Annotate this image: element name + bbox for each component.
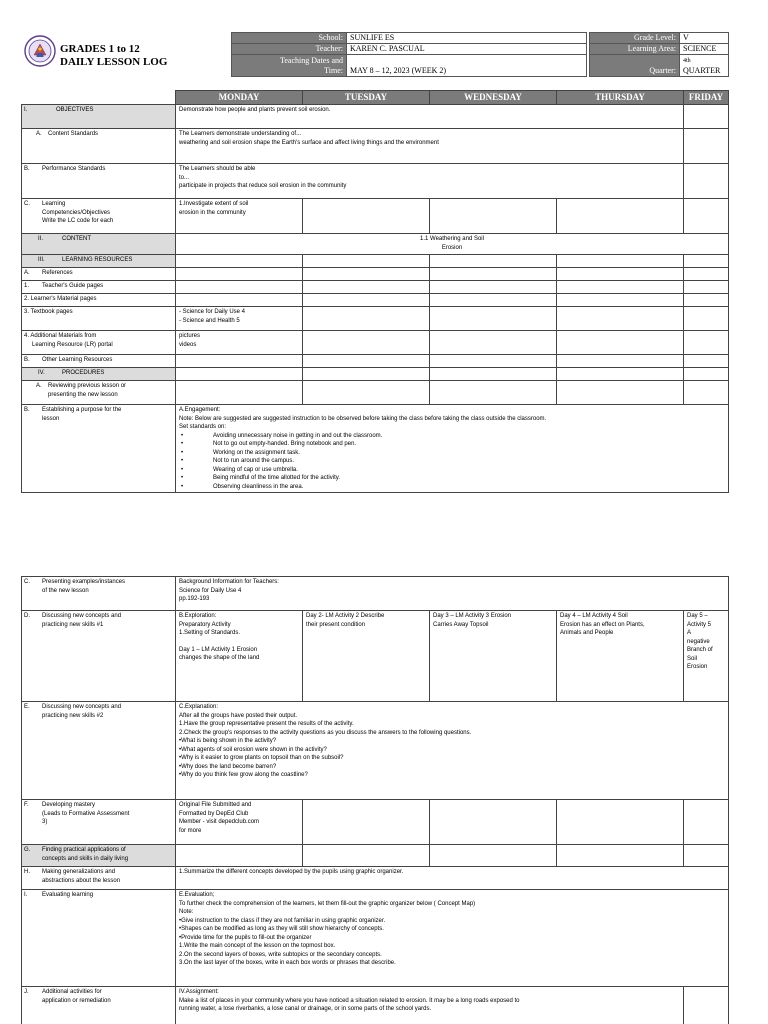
row-label: (Leads to Formative Assessment [42, 810, 130, 817]
text-line: changes the shape of the land [179, 655, 260, 661]
empty-cell [303, 368, 430, 381]
text-line: IV.Assignment: [179, 989, 219, 995]
empty-cell [684, 255, 729, 268]
row-num: I. [24, 107, 28, 113]
empty-cell [557, 845, 684, 867]
bullet-icon: • [181, 449, 184, 456]
row-num: B. [24, 166, 30, 172]
empty-cell [684, 845, 729, 867]
row-label: of the new lesson [42, 587, 89, 594]
empty-cell [430, 294, 557, 307]
row-label: Discussing new concepts and [42, 704, 122, 710]
references-label [22, 268, 176, 281]
text-line: Activity 5 [687, 621, 712, 628]
empty-cell [430, 307, 557, 331]
additional-materials-monday [176, 331, 303, 355]
empty-cell [684, 105, 729, 129]
other-resources-label [22, 355, 176, 368]
empty-cell [684, 368, 729, 381]
row-num: III. [38, 257, 45, 263]
row-label: Teacher's Guide pages [42, 283, 104, 289]
text-line: Day 3 – LM Activity 3 Erosion [433, 613, 512, 619]
text-line: Make a list of places in your community where you have noticed a situation related to erosion. It may be a long roads exposed to [179, 997, 520, 1004]
bullet-text: Being mindful of the time allotted for the activity. [213, 475, 340, 481]
text-line: Preparatory Activity [179, 621, 231, 628]
text-line: 3.On the last layer of the boxes, write in each box words or phrases that describe. [179, 960, 396, 966]
quarter-word: QUARTER [683, 65, 721, 75]
text-line: participate in projects that reduce soil erosion in the community [179, 183, 347, 189]
row-num: A. [24, 270, 30, 276]
text-line: •Give instruction to the class if they are not familiar in using graphic organizer. [179, 917, 386, 924]
row-num: IV. [38, 370, 45, 376]
dates-label-line1: Teaching Dates and [280, 55, 343, 65]
discuss-1-tuesday [303, 611, 430, 702]
deped-seal-icon [24, 35, 56, 67]
bullet-icon: • [181, 475, 184, 481]
performance-standards-text [176, 164, 684, 199]
row-label: abstractions about the lesson [42, 877, 121, 884]
dates-label [232, 55, 347, 77]
empty-cell [176, 381, 303, 405]
empty-cell [303, 381, 430, 405]
row-num: A. [36, 131, 42, 137]
empty-cell [684, 331, 729, 355]
header-subtitle: DAILY LESSON LOG [60, 56, 168, 68]
objectives-text: Demonstrate how people and plants prevent soil erosion. [176, 105, 684, 129]
empty-cell [684, 381, 729, 405]
text-line: •Why does the land become barren? [179, 763, 277, 770]
school-value: SUNLIFE ES [347, 33, 587, 44]
empty-cell [557, 268, 684, 281]
text-line: •Provide time for the pupils to fill-out the organizer [179, 934, 312, 941]
content-standards-text [176, 129, 684, 164]
header-info-table [231, 32, 729, 77]
purpose-label [22, 405, 176, 493]
row-num: C. [24, 201, 30, 207]
text-line: pictures [179, 333, 201, 339]
empty-cell [557, 307, 684, 331]
row-label: practicing new skills #1 [42, 621, 104, 628]
empty-cell [430, 281, 557, 294]
row-label: PROCEDURES [62, 370, 105, 376]
empty-cell [303, 255, 430, 268]
additional-materials-label [22, 331, 176, 355]
row-num: A. [36, 383, 42, 389]
text-line: - Science for Daily Use 4 [179, 309, 246, 315]
additional-activities-label [22, 987, 176, 1024]
dates-value: MAY 8 – 12, 2023 (WEEK 2) [347, 55, 587, 77]
empty-cell [430, 800, 557, 845]
bullet-item [179, 474, 725, 483]
empty-cell [176, 255, 303, 268]
text-line: A.Engagement: [179, 407, 221, 413]
row-label: concepts and skills in daily living [42, 855, 129, 862]
row-label: Presenting examples/instances [42, 579, 126, 585]
text-line: Original File Submitted and [179, 802, 252, 808]
practical-label [22, 845, 176, 867]
empty-cell [303, 268, 430, 281]
empty-cell [430, 268, 557, 281]
bullet-item [179, 449, 725, 458]
empty-cell [684, 355, 729, 368]
empty-cell [303, 199, 430, 234]
row-num: G. [24, 847, 31, 853]
bullet-icon: • [181, 441, 184, 447]
day-header-tuesday: TUESDAY [303, 91, 430, 105]
text-line: videos [179, 341, 197, 348]
empty-cell [557, 355, 684, 368]
empty-cell [684, 294, 729, 307]
bullet-text: Working on the assignment task. [213, 449, 300, 456]
bullet-text: Not to go out empty-handed. Bring notebook and pen. [213, 441, 357, 447]
discuss-2-text [176, 702, 729, 800]
purpose-text [176, 405, 729, 493]
text-line: Soil [687, 655, 698, 662]
mastery-monday [176, 800, 303, 845]
row-label: Learning Resource (LR) portal [32, 341, 113, 348]
empty-cell [176, 355, 303, 368]
content-standards-label [22, 129, 176, 164]
empty-cell [430, 381, 557, 405]
content-text [176, 234, 729, 255]
text-line: Erosion [441, 244, 463, 251]
row-label: 4. Additional Materials from [24, 333, 97, 339]
grade-label: Grade Level: [590, 33, 680, 44]
textbook-label: 3. Textbook pages [22, 307, 176, 331]
row-num: H. [24, 869, 30, 875]
text-line: for more [179, 827, 202, 834]
empty-cell [684, 800, 729, 845]
bullet-icon: • [181, 432, 184, 439]
bullet-item [179, 483, 725, 492]
bullet-text: Avoiding unnecessary noise in getting in and out the classroom. [213, 432, 383, 439]
text-line: Set standards on: [179, 424, 227, 430]
day-header-thursday: THURSDAY [557, 91, 684, 105]
discuss-1-label [22, 611, 176, 702]
text-line: their present condition [306, 621, 366, 628]
text-line: 1.Investigate extent of soil [179, 201, 249, 207]
text-line: 1.Setting of Standards. [179, 630, 241, 636]
objectives-label [22, 105, 176, 129]
row-label: lesson [42, 415, 60, 422]
empty-cell [430, 368, 557, 381]
procedures-label [22, 368, 176, 381]
quarter-label: Quarter: [590, 55, 680, 77]
empty-cell [430, 355, 557, 368]
bullet-item [179, 440, 725, 449]
generalizations-text: 1.Summarize the different concepts developed by the pupils using graphic organizer. [176, 867, 729, 890]
row-label: practicing new skills #2 [42, 712, 104, 719]
row-num: 1. [24, 283, 30, 289]
empty-cell [684, 199, 729, 234]
text-line: 1.Write the main concept of the lesson on the topmost box. [179, 943, 336, 949]
bullet-icon: • [181, 458, 184, 464]
empty-cell [684, 987, 729, 1024]
text-line: B.Exploration: [179, 613, 217, 619]
row-num: F. [24, 802, 29, 808]
area-label: Learning Area: [590, 44, 680, 55]
text-line: Day 2- LM Activity 2 Describe [306, 613, 385, 619]
row-label: Other Learning Resources [42, 357, 113, 363]
generalizations-label [22, 867, 176, 890]
corner-cell [22, 91, 176, 105]
row-label: Discussing new concepts and [42, 613, 122, 619]
additional-activities-text [176, 987, 684, 1024]
discuss-1-monday [176, 611, 303, 702]
row-num: E. [24, 704, 30, 710]
row-label: Finding practical applications of [42, 847, 126, 853]
text-line: Formatted by DepEd Club [179, 810, 249, 817]
resources-label [22, 255, 176, 268]
row-label: Write the LC code for each [42, 218, 114, 224]
text-line: negative [687, 638, 710, 645]
lesson-log-table-2 [21, 576, 729, 1024]
textbook-monday [176, 307, 303, 331]
quarter-value [680, 55, 729, 77]
discuss-1-wednesday [430, 611, 557, 702]
row-label: Evaluating learning [42, 892, 94, 898]
text-line: 2.On the second layers of boxes, write subtopics or the secondary concepts. [179, 951, 382, 958]
text-line: A [687, 630, 692, 636]
bullet-text: Wearing of cap or use umbrella. [213, 466, 298, 473]
text-line: C.Explanation: [179, 704, 219, 710]
empty-cell [176, 281, 303, 294]
lesson-log-table-1 [21, 90, 729, 493]
empty-cell [557, 368, 684, 381]
row-label: Making generalizations and [42, 869, 116, 875]
empty-cell [557, 199, 684, 234]
reviewing-label [22, 381, 176, 405]
empty-cell [684, 129, 729, 164]
text-line: After all the groups have posted their output. [179, 712, 298, 719]
text-line: Member - visit depedclub.com [179, 819, 260, 825]
bullet-item [179, 457, 725, 466]
text-line: The Learners demonstrate understanding of... [179, 131, 302, 137]
teacher-value: KAREN C. PASCUAL [347, 44, 587, 55]
teachers-guide-label [22, 281, 176, 294]
text-line: 1.Have the group representative present the results of the activity. [179, 721, 354, 727]
bullet-icon: • [181, 483, 184, 490]
text-line: weathering and soil erosion shape the Earth's surface and affect living things and the environment [179, 139, 439, 146]
row-num: D. [24, 613, 30, 619]
row-num: B. [24, 357, 30, 363]
row-label: CONTENT [62, 236, 91, 242]
competencies-label [22, 199, 176, 234]
empty-cell [684, 164, 729, 199]
text-line: Branch of [687, 647, 713, 653]
presenting-text [176, 577, 729, 611]
discuss-1-friday [684, 611, 729, 702]
text-line: erosion in the community [179, 209, 246, 216]
performance-standards-label [22, 164, 176, 199]
day-header-monday: MONDAY [176, 91, 303, 105]
text-line: 1.1 Weathering and Soil [420, 236, 484, 242]
text-line: Day 1 – LM Activity 1 Erosion [179, 646, 258, 653]
empty-cell [557, 331, 684, 355]
dates-label-line2: Time: [324, 65, 343, 75]
empty-cell [684, 281, 729, 294]
empty-cell [303, 281, 430, 294]
empty-cell [176, 294, 303, 307]
text-line: running water, a lose riverbanks, a lose canal or drainage, or in some parts of the school yards. [179, 1006, 432, 1012]
empty-cell [303, 294, 430, 307]
text-line: To further check the comprehension of the learners, let them fill-out the graphic organizer below ( Concept Map) [179, 900, 476, 907]
empty-cell [303, 800, 430, 845]
teacher-label: Teacher: [232, 44, 347, 55]
text-line: The Learners should be able [179, 166, 256, 172]
presenting-label [22, 577, 176, 611]
header-title: GRADES 1 to 12 [60, 43, 140, 55]
row-num: J. [24, 989, 29, 995]
text-line: Day 4 – LM Activity 4 Soil [560, 613, 628, 619]
text-line: Note: Below are suggested are suggested instruction to be observed before taking the class before taking the class outside the classroom. [179, 415, 547, 422]
text-line: •What agents of soil erosion were shown in the activity? [179, 746, 327, 753]
empty-cell [303, 331, 430, 355]
grade-value: V [680, 33, 729, 44]
empty-cell [303, 845, 430, 867]
row-num: I. [24, 892, 28, 898]
text-line: - Science and Health 5 [179, 317, 240, 324]
text-line: 2.Check the group's responses to the activity questions as you discuss the answers to the following questions. [179, 729, 472, 736]
empty-cell [684, 307, 729, 331]
discuss-2-label [22, 702, 176, 800]
evaluating-label [22, 890, 176, 987]
row-label: Competencies/Objectives [42, 209, 111, 216]
text-line: Erosion has an effect on Plants, [560, 621, 645, 628]
text-line: •Why do you think few grow along the coastline? [179, 772, 308, 778]
school-label: School: [232, 33, 347, 44]
empty-cell [430, 255, 557, 268]
bullet-text: Observing cleanliness in the area. [213, 483, 304, 490]
row-label: Additional activities for [42, 989, 102, 995]
row-num: C. [24, 579, 30, 585]
text-line: Carries Away Topsoil [433, 621, 489, 628]
row-label: Reviewing previous lesson or [48, 383, 127, 389]
row-label: OBJECTIVES [56, 107, 94, 113]
evaluating-text [176, 890, 729, 987]
empty-cell [557, 255, 684, 268]
row-label: Performance Standards [42, 166, 106, 172]
text-line: Erosion [687, 664, 708, 670]
row-label: presenting the new lesson [48, 391, 118, 398]
content-label [22, 234, 176, 255]
day-header-wednesday: WEDNESDAY [430, 91, 557, 105]
row-label: 3) [42, 819, 48, 825]
text-line: •Shapes can be modified as long as they will still show hierarchy of concepts. [179, 926, 384, 932]
text-line: Note: [179, 909, 194, 915]
text-line: Day 5 – [687, 613, 708, 619]
row-label: Developing mastery [42, 802, 96, 808]
empty-cell [176, 368, 303, 381]
text-line: E.Evaluation; [179, 892, 215, 898]
competencies-monday [176, 199, 303, 234]
discuss-1-thursday [557, 611, 684, 702]
spacer [179, 638, 299, 646]
row-label: LEARNING RESOURCES [62, 257, 133, 263]
empty-cell [557, 381, 684, 405]
empty-cell [303, 355, 430, 368]
empty-cell [303, 307, 430, 331]
text-line: •Why is it easier to grow plants on topsoil than on the subsoil? [179, 755, 344, 761]
text-line: to... [179, 174, 190, 181]
empty-cell [557, 281, 684, 294]
empty-cell [176, 845, 303, 867]
bullet-icon: • [181, 466, 184, 473]
area-value: SCIENCE [680, 44, 729, 55]
text-line: pp.192-193 [179, 596, 210, 602]
bullet-item [179, 466, 725, 475]
empty-cell [430, 331, 557, 355]
empty-cell [176, 268, 303, 281]
row-label: Content Standards [48, 131, 99, 137]
bullet-text: Not to run around the campus. [213, 458, 295, 464]
row-num: II. [38, 236, 44, 242]
row-num: B. [24, 407, 30, 413]
text-line: Background Information for Teachers: [179, 579, 279, 585]
text-line: Science for Daily Use 4 [179, 587, 242, 594]
empty-cell [430, 199, 557, 234]
row-label: application or remediation [42, 997, 111, 1004]
row-label: References [42, 270, 73, 276]
empty-cell [684, 268, 729, 281]
quarter-number: 4th [683, 57, 691, 64]
day-header-friday: FRIDAY [684, 91, 729, 105]
row-label: Learning [42, 201, 66, 207]
row-label: Establishing a purpose for the [42, 407, 122, 413]
empty-cell [557, 294, 684, 307]
empty-cell [557, 800, 684, 845]
empty-cell [430, 845, 557, 867]
text-line: •What is being shown in the activity? [179, 738, 277, 744]
mastery-label [22, 800, 176, 845]
text-line: Animals and People [560, 630, 614, 636]
learners-material-label: 2. Learner's Material pages [22, 294, 176, 307]
bullet-item [179, 432, 725, 441]
